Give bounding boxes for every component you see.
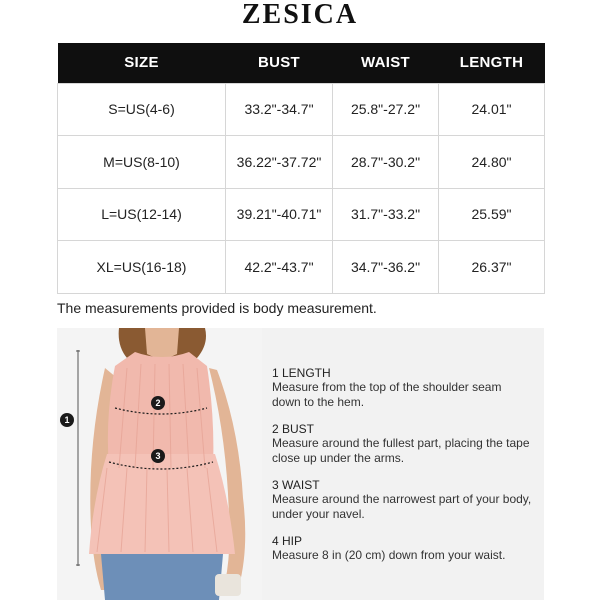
bag-shape bbox=[215, 574, 241, 596]
guide-text: Measure from the top of the shoulder seam down to the hem. bbox=[272, 380, 502, 409]
measurement-note: The measurements provided is body measurement. bbox=[57, 300, 377, 316]
cell-waist: 31.7"-33.2" bbox=[333, 188, 439, 241]
measurement-instructions bbox=[272, 366, 532, 576]
guide-title: 2 BUST bbox=[272, 422, 315, 436]
guide-item-length bbox=[272, 366, 532, 409]
cell-waist: 34.7"-36.2" bbox=[333, 241, 439, 294]
marker-length: 1 bbox=[60, 413, 74, 427]
table-row bbox=[58, 136, 545, 189]
table-row bbox=[58, 83, 545, 136]
cell-size: M=US(8-10) bbox=[58, 136, 226, 189]
guide-item-waist bbox=[272, 478, 532, 521]
guide-text: Measure around the fullest part, placing the tape close up under the arms. bbox=[272, 436, 530, 465]
model-illustration bbox=[57, 328, 262, 600]
model-photo bbox=[57, 328, 262, 600]
guide-item-hip bbox=[272, 534, 532, 563]
header-bust: BUST bbox=[226, 43, 333, 83]
guide-title: 3 WAIST bbox=[272, 478, 320, 492]
header-size: SIZE bbox=[58, 43, 226, 83]
table-row bbox=[58, 188, 545, 241]
marker-waist: 3 bbox=[151, 449, 165, 463]
cell-bust: 33.2"-34.7" bbox=[226, 83, 333, 136]
cell-size: S=US(4-6) bbox=[58, 83, 226, 136]
neck-shape bbox=[145, 328, 179, 358]
cell-bust: 42.2"-43.7" bbox=[226, 241, 333, 294]
header-length: LENGTH bbox=[439, 43, 545, 83]
cell-length: 24.01" bbox=[439, 83, 545, 136]
guide-title: 4 HIP bbox=[272, 534, 303, 548]
guide-text: Measure 8 in (20 cm) down from your waist. bbox=[272, 548, 506, 562]
cell-waist: 25.8"-27.2" bbox=[333, 83, 439, 136]
size-chart-table bbox=[57, 43, 545, 294]
cell-length: 25.59" bbox=[439, 188, 545, 241]
header-waist: WAIST bbox=[333, 43, 439, 83]
cell-length: 26.37" bbox=[439, 241, 545, 294]
brand-logo: ZESICA bbox=[241, 0, 359, 30]
cell-bust: 36.22"-37.72" bbox=[226, 136, 333, 189]
guide-text: Measure around the narrowest part of your body, under your navel. bbox=[272, 492, 532, 521]
table-row bbox=[58, 241, 545, 294]
cell-length: 24.80" bbox=[439, 136, 545, 189]
guide-title: 1 LENGTH bbox=[272, 366, 331, 380]
cell-bust: 39.21"-40.71" bbox=[226, 188, 333, 241]
marker-bust: 2 bbox=[151, 396, 165, 410]
length-ruler bbox=[76, 350, 80, 566]
table-header-row bbox=[58, 43, 545, 83]
cell-size: XL=US(16-18) bbox=[58, 241, 226, 294]
cell-size: L=US(12-14) bbox=[58, 188, 226, 241]
cell-waist: 28.7"-30.2" bbox=[333, 136, 439, 189]
jeans-shape bbox=[101, 554, 223, 600]
guide-item-bust bbox=[272, 422, 532, 465]
